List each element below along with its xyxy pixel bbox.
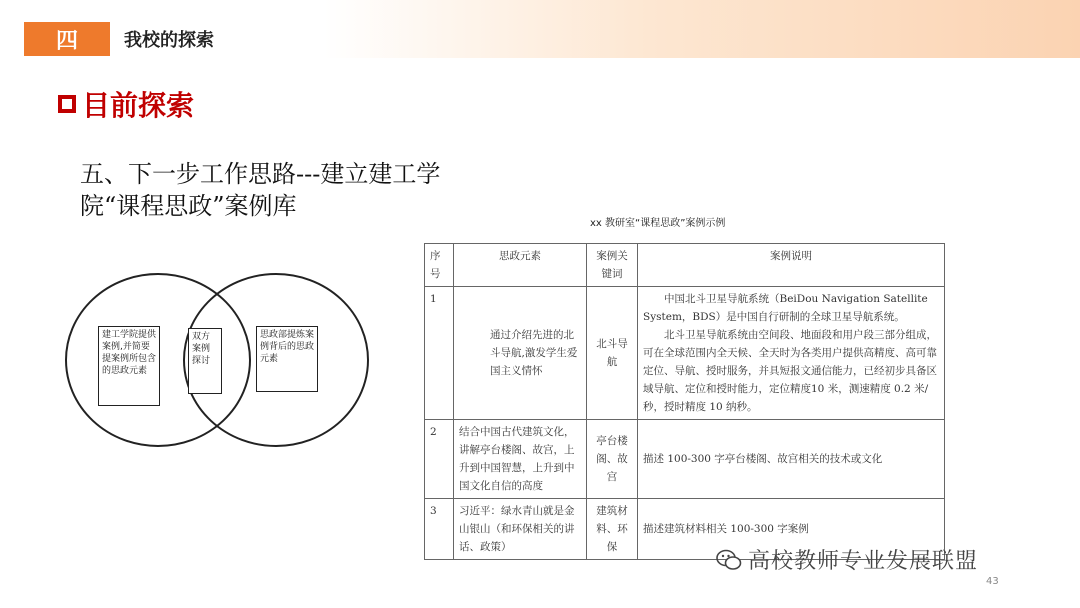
row-description — [638, 287, 945, 420]
main-heading-text: 目前探索 — [82, 89, 195, 122]
table-row — [425, 287, 945, 420]
header-element: 思政元素 — [454, 244, 587, 287]
section-number-badge: 四 — [24, 22, 110, 56]
row-description: 描述建筑材料相关 100-300 字案例 — [638, 499, 945, 560]
venn-right-box: 思政部提炼案例背后的思政元素 — [256, 326, 318, 392]
table-caption: xx 教研室“课程思政”案例示例 — [590, 218, 726, 229]
wechat-icon — [716, 549, 742, 571]
venn-diagram — [60, 270, 400, 450]
row-description: 描述 100-300 字亭台楼阁、故宫相关的技术或文化 — [638, 420, 945, 499]
table-row — [425, 420, 945, 499]
section-title: 我校的探索 — [124, 30, 214, 51]
table-header-row — [425, 244, 945, 287]
row-keyword: 建筑材料、环保 — [587, 499, 638, 560]
venn-left-box: 建工学院提供案例,并简要提案例所包含的思政元素 — [98, 326, 160, 406]
row-keyword: 亭台楼阁、故宫 — [587, 420, 638, 499]
venn-center-box: 双方案例探讨 — [188, 328, 222, 394]
row-description-p1: 中国北斗卫星导航系统（BeiDou Navigation Satellite System，BDS）是中国自行研制的全球卫星导航系统。 — [643, 293, 928, 323]
row-num: 3 — [425, 499, 454, 560]
page-number: 43 — [986, 576, 999, 587]
watermark — [716, 544, 978, 575]
watermark-text: 高校教师专业发展联盟 — [748, 549, 979, 574]
header-description: 案例说明 — [638, 244, 945, 287]
header-num: 序号 — [425, 244, 454, 287]
subheading: 五、下一步工作思路---建立建工学院“课程思政”案例库 — [80, 160, 441, 220]
row-element: 通过介绍先进的北斗导航,激发学生爱国主义情怀 — [454, 287, 587, 420]
case-table — [424, 243, 945, 560]
square-bullet-icon — [58, 95, 76, 113]
header-keyword: 案例关键词 — [587, 244, 638, 287]
row-keyword: 北斗导航 — [587, 287, 638, 420]
row-num: 2 — [425, 420, 454, 499]
row-num: 1 — [425, 287, 454, 420]
row-element: 结合中国古代建筑文化，讲解亭台楼阁、故宫，上升到中国智慧，上升到中国文化自信的高度 — [454, 420, 587, 499]
row-description-p2: 北斗卫星导航系统由空间段、地面段和用户段三部分组成，可在全球范围内全天候、全天时为各类用户提供高精度、高可靠定位、导航、授时服务，并具短报文通信能力，已经初步具备区域导航、定位和授时能力，定位精度10 米，测速精度 0.2 米/秒，授时精度 10 纳秒。 — [643, 329, 937, 413]
main-heading — [58, 84, 194, 124]
row-element: 习近平：绿水青山就是金山银山（和环保相关的讲话、政策） — [454, 499, 587, 560]
